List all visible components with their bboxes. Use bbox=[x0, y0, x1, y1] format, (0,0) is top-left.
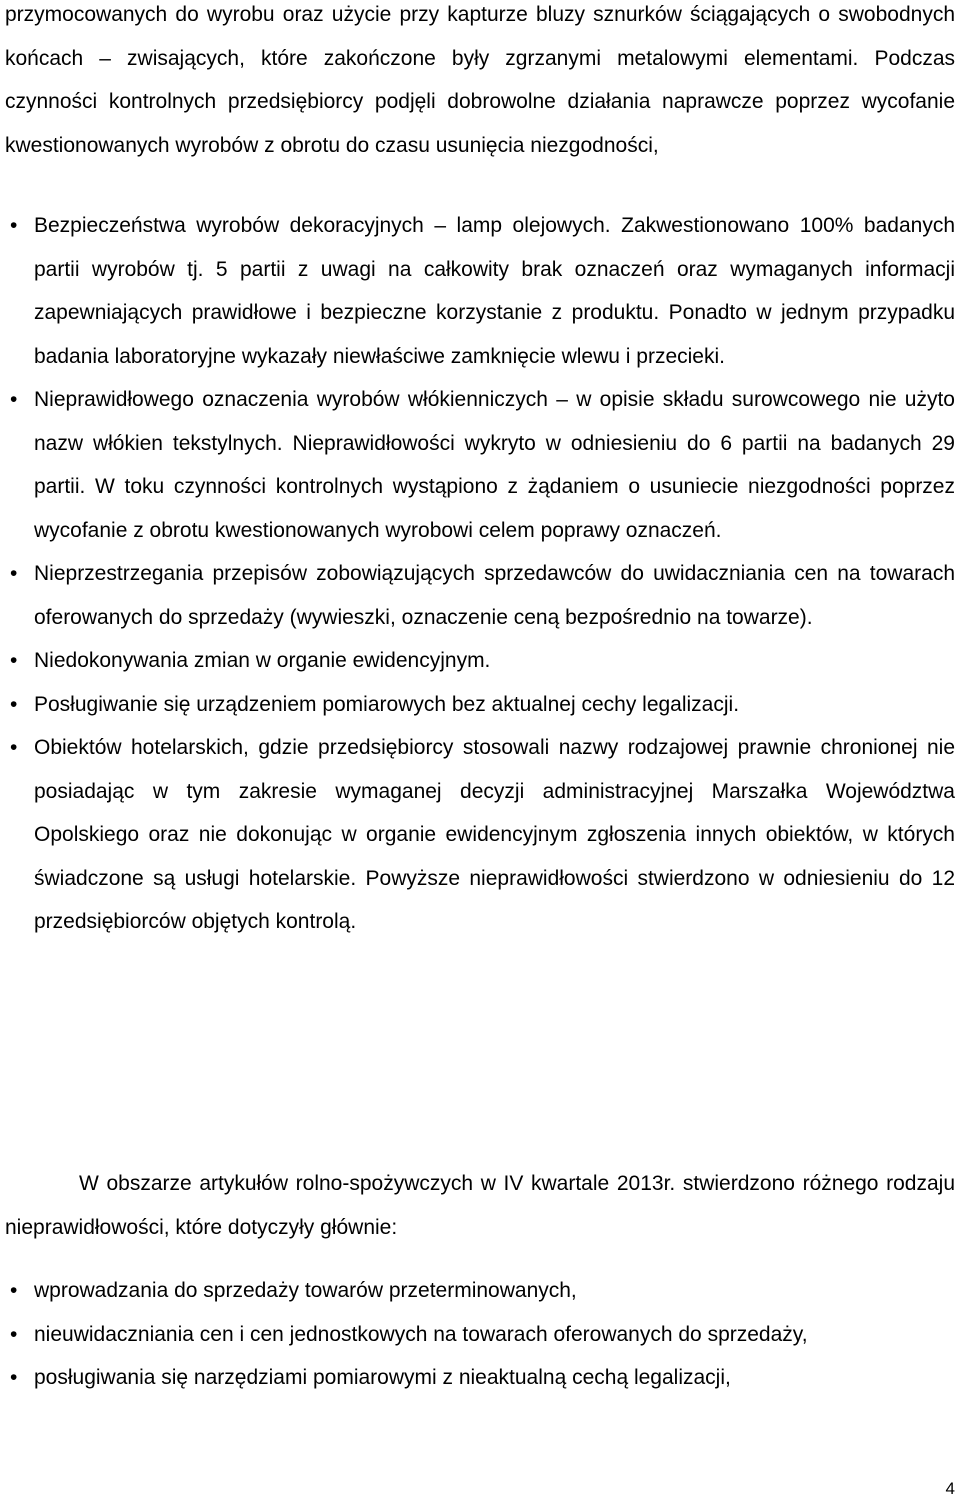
list-item-text: nieuwidaczniania cen i cen jednostkowych na towarach oferowanych do sprzedaży, bbox=[34, 1322, 808, 1346]
agri-food-paragraph: W obszarze artykułów rolno-spożywczych w IV kwartale 2013r. stwierdzono różnego rodzaju nieprawidłowości, które dotyczyły głównie: bbox=[5, 1172, 955, 1239]
list-item-text: Posługiwanie się urządzeniem pomiarowych bez aktualnej cechy legalizacji. bbox=[34, 692, 740, 716]
list-item bbox=[5, 683, 955, 727]
list-item-text: Nieprawidłowego oznaczenia wyrobów włókienniczych – w opisie składu surowcowego nie użyto nazw włókien tekstylnych. Nieprawidłowości wykryto w odniesieniu do 6 partii na badanych 29 partii. W toku czynności kontrolnych wystąpiono z żądaniem o usuniecie niezgodności poprzez wycofanie z obrotu kwestionowanych wyrobowi celem poprawy oznaczeń. bbox=[34, 388, 955, 542]
bullet-icon: • bbox=[10, 736, 18, 759]
list-item-text: Bezpieczeństwa wyrobów dekoracyjnych – lamp olejowych. Zakwestionowano 100% badanych partii wyrobów tj. 5 partii z uwagi na całkowity brak oznaczeń oraz wymaganych informacji zapewniających prawidłowe i bezpieczne korzystanie z produktu. Ponadto w jednym przypadku badania laboratoryjne wykazały niewłaściwe zamknięcie wlewu i przecieki. bbox=[34, 214, 955, 368]
list-item bbox=[5, 552, 955, 639]
list-item bbox=[5, 204, 955, 378]
opening-paragraph-text: przymocowanych do wyrobu oraz użycie przy kapturze bluzy sznurków ściągających o swobodnych końcach – zwisających, które zakończone były zgrzanymi metalowymi elementami. Podczas czynności kontrolnych przedsiębiorcy podjęli dobrowolne działania naprawcze poprzez wycofanie kwestionowanych wyrobów z obrotu do czasu usunięcia niezgodności, bbox=[5, 3, 955, 157]
list-item-text: Nieprzestrzegania przepisów zobowiązujących sprzedawców do uwidaczniania cen na towarach oferowanych do sprzedaży (wywieszki, oznaczenie ceną bezpośrednio na towarze). bbox=[34, 562, 955, 629]
list-item-text: posługiwania się narzędziami pomiarowymi z nieaktualną cechą legalizacji, bbox=[34, 1366, 731, 1389]
list-item bbox=[5, 639, 955, 683]
list-item-text: Niedokonywania zmian w organie ewidencyjnym. bbox=[34, 649, 491, 672]
agri-food-section bbox=[5, 1162, 955, 1249]
list-item bbox=[5, 1356, 955, 1400]
list-item bbox=[5, 1313, 955, 1357]
bullet-icon: • bbox=[10, 1279, 18, 1302]
findings-list bbox=[5, 204, 955, 944]
list-item-text: Obiektów hotelarskich, gdzie przedsiębiorcy stosowali nazwy rodzajowej prawnie chronionej nie posiadając w tym zakresie wymaganej decyzji administracyjnej Marszałka Województwa Opolskiego oraz nie dokonując w organie ewidencyjnym zgłoszenia innych obiektów, w których świadczone są usługi hotelarskie. Powyższe nieprawidłowości stwierdzono w odniesieniu do 12 przedsiębiorców objętych kontrolą. bbox=[34, 736, 955, 933]
bullet-icon: • bbox=[10, 1322, 18, 1346]
page-number: 4 bbox=[945, 1479, 955, 1498]
bullet-icon: • bbox=[10, 562, 18, 585]
list-item-text: wprowadzania do sprzedaży towarów przeterminowanych, bbox=[34, 1279, 577, 1302]
bullet-icon: • bbox=[10, 692, 18, 716]
bullet-icon: • bbox=[10, 649, 18, 672]
list-item bbox=[5, 726, 955, 944]
agri-food-list bbox=[5, 1269, 955, 1400]
bullet-icon: • bbox=[10, 214, 18, 237]
list-item bbox=[5, 378, 955, 552]
opening-paragraph bbox=[5, 0, 955, 167]
bullet-icon: • bbox=[10, 388, 18, 411]
bullet-icon: • bbox=[10, 1366, 18, 1389]
list-item bbox=[5, 1269, 955, 1313]
